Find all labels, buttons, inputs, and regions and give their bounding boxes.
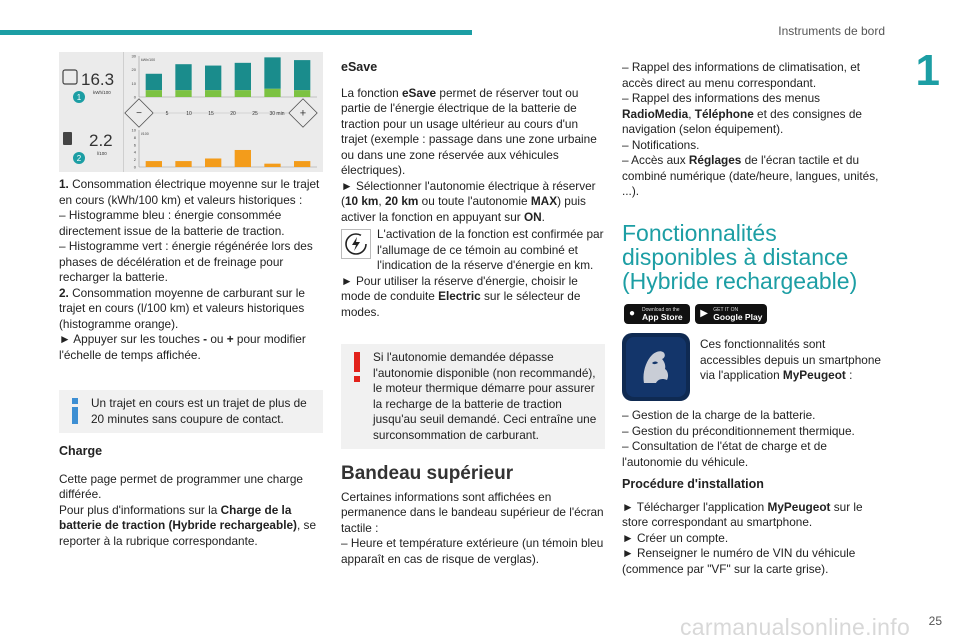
dash-item: – Gestion de la charge de la batterie. [622,408,816,422]
bar-energy-regenerated [205,90,221,97]
item-number-2: 2. [59,285,69,300]
dash-item: – Histogramme bleu : énergie consommée directement issue de la batterie de traction. [59,208,285,238]
option-max: MAX [530,194,558,208]
store-badges [624,304,767,324]
bar-energy-regenerated [264,89,280,97]
text: pour modifier l'échelle de temps affichée. [59,332,306,362]
page-number: 25 [928,614,942,628]
apple-icon: ● [629,308,636,319]
menu-radiomedia: RadioMedia [622,106,689,121]
bar-fuel-consumption [294,161,310,167]
text: . [541,209,545,224]
text: ► Sélectionner l'autonomie électrique à réserver ( [341,178,596,208]
footer-watermark: carmanualsonline.info [680,614,911,640]
badge-big-text: Google Play [713,312,763,322]
text: et des consignes de navigation (selon équipement). [622,106,862,136]
heading-bandeau: Bandeau supérieur [341,463,514,484]
panel-divider [123,52,124,172]
chapter-number: 1 [915,46,940,95]
consumption-figure [59,52,323,172]
text: Consommation électrique moyenne sur le trajet en cours (kWh/100 km) et valeurs historiques : [59,177,320,207]
app-name: MyPeugeot [782,368,846,382]
info-box-trip [59,390,323,433]
fuel-value: 2.2 [89,131,113,150]
text: de l'écran tactile et du combiné numérique (date/heure, langues, unités, ...). [622,153,879,198]
dash-item: – Histogramme vert : énergie régénérée lors des phases de décélération et de freinage pour recharger la batterie. [59,239,313,284]
text: sur le sélecteur de modes. [341,289,581,319]
consumption-value: 16.3 [81,70,115,89]
warning-text: Si l'autonomie demandée dépasse l'autonomie disponible (non recommandé), le moteur thermique démarre pour assurer la recharge de la batterie de traction jusqu'au seuil demandé. Ceci entraîne une surconsommation de carburant. [373,350,597,442]
top-y-tick-label: 20 [131,67,136,73]
app-name: MyPeugeot [767,499,831,514]
time-tick-label: 20 [230,111,236,117]
text: ► Pour utiliser la réserve d'énergie, choisir le mode de conduite [341,273,578,303]
text: Pour plus d'informations sur la [59,502,221,517]
link-charge-section: Charge de la batterie de traction (Hybride rechargeable) [59,502,297,532]
para-esave-1 [341,86,605,179]
bar-energy-regenerated [175,90,191,97]
heading-remote-features: Fonctionnalités disponibles à distance (Hybride rechargeable) [622,220,858,294]
plus-button-label: + [299,107,307,120]
time-tick-label: 10 [186,111,192,117]
top-chart-unit: kWh/100 [141,58,156,62]
plus-key-label: + [226,332,234,346]
top-y-tick-label: 0 [133,94,136,100]
bottom-chart-unit: l/100 [141,132,149,136]
badge-small-text: Download on the [642,307,680,313]
header-accent-bar [0,30,472,35]
fuel-pump-icon [63,132,72,145]
option-10km: 10 km [344,194,379,208]
badge-big-text: App Store [642,312,683,322]
text: , se reporter à la rubrique correspondante. [59,518,316,548]
text: – Accès aux [622,153,689,167]
bar-fuel-consumption [175,161,191,167]
bar-fuel-consumption [146,161,162,167]
dash-item [622,91,888,138]
info-icon [71,398,79,424]
heading-esave: eSave [341,60,378,74]
heading-installation: Procédure d'installation [622,477,764,491]
bottom-y-tick-label: 2 [133,157,136,163]
text: Consommation moyenne de carburant sur le trajet en cours (l/100 km) et valeurs historiques (histogramme orange). [59,285,305,331]
bottom-y-tick-label: 4 [133,149,136,155]
minus-button-label: − [136,108,142,119]
text: ► Télécharger l'application [622,499,768,514]
google-play-badge[interactable] [695,304,767,324]
dash-item: – Consultation de l'état de charge et de l'autonomie du véhicule. [622,439,827,469]
esave-indicator-row [341,227,605,274]
text: sur le store correspondant au smartphone. [622,499,863,529]
minus-key-label: - [203,332,208,346]
menu-telephone: Téléphone [694,106,754,121]
text: ) puis activer la fonction en appuyant sur [341,194,586,224]
text: Ces fonctionnalités sont accessibles depuis un smartphone via l'application [700,337,881,382]
para-fuel-consumption [59,286,323,333]
text: ou [207,332,227,346]
badge-small-text: GET IT ON [713,307,739,313]
bar-energy-consumed [205,66,221,91]
dash-item [622,153,888,200]
para-bandeau-1: Certaines informations sont affichées en permanence dans le bandeau supérieur de l'écran tactile : [341,489,604,535]
callout-1-label: 1 [76,93,82,102]
para-esave-3b [341,274,605,321]
top-y-tick-label: 10 [131,80,136,86]
time-tick-label: 30 min [269,111,285,117]
para-scale-keys [59,332,323,363]
bottom-y-tick-label: 0 [133,164,136,170]
time-tick-label: 5 [165,111,169,117]
dash-item: – Notifications. [622,137,700,152]
bar-energy-regenerated [294,90,310,97]
indicator-text: L'activation de la fonction est confirmée par l'allumage de ce témoin au combiné et l'indication de la réserve d'énergie en km. [377,227,604,272]
text: ou toute l'autonomie [418,194,531,208]
bar-energy-consumed [294,60,310,90]
mypeugeot-row [622,333,888,384]
option-20km: 20 km [384,194,419,208]
bottom-y-tick-label: 10 [131,127,136,133]
para-electric-consumption [59,177,323,208]
dash-item: – Rappel des informations de climatisation, et accès direct au menu correspondant. [622,60,861,90]
bar-energy-consumed [235,63,251,90]
item-number-1: 1. [59,177,69,191]
mode-electric: Electric [438,289,481,303]
dash-item: – Gestion du préconditionnement thermique. [622,423,855,438]
option-on: ON [523,209,542,224]
header-title: Instruments de bord [778,24,885,38]
text: permet de réserver tout ou partie de l'énergie électrique de la batterie de traction pour un usage ultérieur au cours d'un trajet (exemple : passage dans une zone urbaine ou dans une zone réservée aux véhicules électriques). [341,85,597,177]
warning-icon [354,352,361,382]
text: : [845,368,853,382]
app-store-badge[interactable] [624,304,690,324]
heading-charge: Charge [59,444,103,458]
text: , [378,194,385,208]
para-charge-1: Cette page permet de programmer une charge différée. [59,471,303,501]
para-install-2: ► Créer un compte. [622,530,729,545]
bar-fuel-consumption [264,164,280,167]
dash-item: – Heure et température extérieure (un témoin bleu apparaît en cas de risque de verglas). [341,536,604,566]
term-esave: eSave [402,85,437,100]
bar-energy-regenerated [146,90,162,97]
bottom-y-tick-label: 6 [133,142,136,148]
para-charge-2 [59,503,323,550]
info-text: Un trajet en cours est un trajet de plus de 20 minutes sans coupure de contact. [91,396,307,426]
text: – Rappel des informations des menus [622,91,821,105]
text: ► Appuyer sur les touches [59,332,204,346]
para-install-1 [622,500,888,531]
para-esave-2 [341,179,605,226]
bar-energy-consumed [264,57,280,88]
fuel-unit: l/100 [97,151,107,156]
para-mypeugeot [700,333,888,384]
para-install-3: ► Renseigner le numéro de VIN du véhicule (commence par "VF" sur la carte grise). [622,546,856,576]
esave-indicator-icon [341,229,371,259]
text: , [688,106,695,121]
warning-box-autonomy [341,344,605,449]
time-tick-label: 15 [208,111,214,117]
bar-fuel-consumption [205,158,221,167]
bar-energy-consumed [146,74,162,90]
bar-energy-regenerated [235,90,251,97]
ev-consumption-icon [63,70,77,84]
peugeot-app-icon [622,333,690,401]
callout-2-label: 2 [76,154,82,163]
top-y-tick-label: 30 [131,53,136,59]
play-icon: ▶ [700,308,708,319]
text: La fonction [341,85,402,100]
bottom-y-tick-label: 8 [133,134,136,140]
menu-reglages: Réglages [688,153,742,167]
time-tick-label: 25 [252,111,258,117]
consumption-unit: kWh/100 [93,90,111,95]
bar-fuel-consumption [235,150,251,167]
bar-energy-consumed [175,64,191,90]
